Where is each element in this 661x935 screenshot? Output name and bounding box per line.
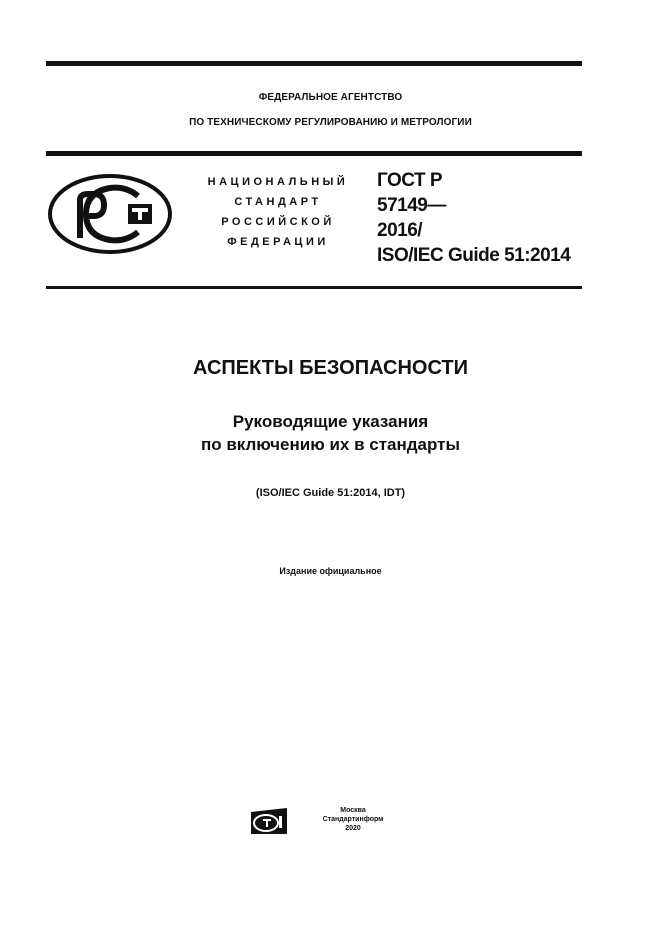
- subtitle-line: по включению их в стандарты: [200, 435, 461, 454]
- bottom-rule: [46, 286, 582, 289]
- designation-line: ГОСТ Р: [377, 170, 443, 191]
- middle-rule: [46, 151, 582, 156]
- designation-line: 2016/: [377, 220, 423, 241]
- designation-line: ISO/IEC Guide 51:2014: [377, 245, 571, 266]
- subtitle-line: Руководящие указания: [232, 412, 429, 431]
- identity-note: (ISO/IEC Guide 51:2014, IDT): [255, 487, 406, 499]
- national-line: ФЕДЕРАЦИИ: [227, 236, 329, 248]
- national-standard-label: [190, 172, 366, 252]
- national-line: СТАНДАРТ: [234, 196, 322, 208]
- standartinform-logo-icon: [249, 806, 289, 836]
- edition-label: Издание официальное: [279, 566, 382, 576]
- designation-line: 57149—: [377, 195, 446, 216]
- national-line: РОССИЙСКОЙ: [221, 216, 335, 228]
- agency-line-2: ПО ТЕХНИЧЕСКОМУ РЕГУЛИРОВАНИЮ И МЕТРОЛОГИИ: [189, 117, 472, 128]
- publisher-city: Москва: [340, 807, 366, 814]
- standard-designation: [377, 168, 570, 268]
- national-line: НАЦИОНАЛЬНЫЙ: [207, 176, 349, 188]
- publication-year: 2020: [345, 825, 361, 832]
- publisher-imprint: [298, 806, 408, 833]
- gost-r-logo-icon: [46, 172, 174, 256]
- top-rule: [46, 61, 582, 66]
- document-subtitle: [0, 410, 661, 456]
- agency-line-1: ФЕДЕРАЛЬНОЕ АГЕНТСТВО: [258, 92, 403, 103]
- publisher-name: Стандартинформ: [322, 816, 384, 823]
- document-title: АСПЕКТЫ БЕЗОПАСНОСТИ: [193, 357, 468, 379]
